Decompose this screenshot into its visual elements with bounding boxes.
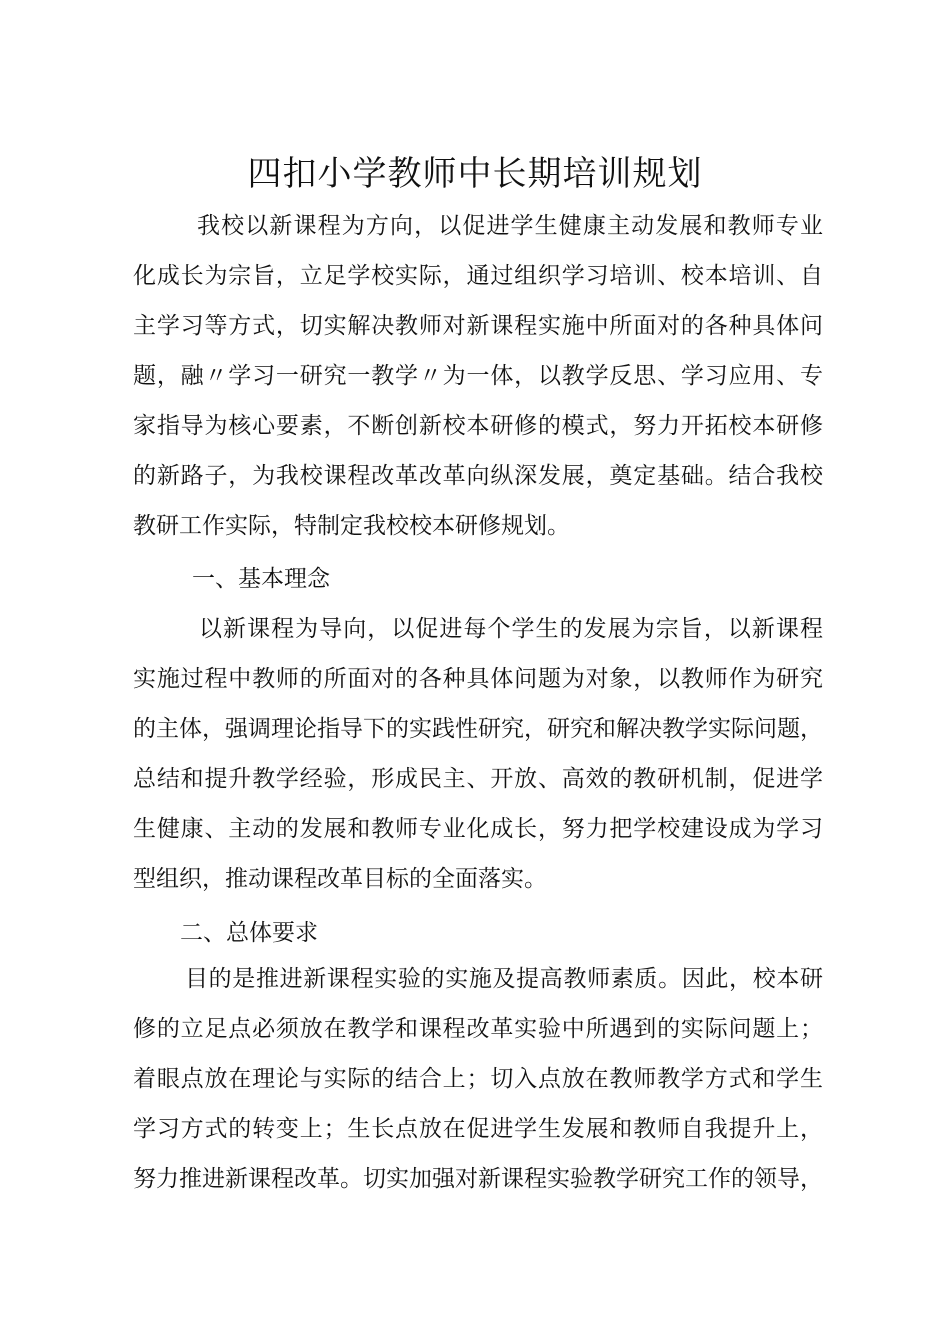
section1-line: 实施过程中教师的所面对的各种具体问题为对象，以教师作为研究 [133, 666, 823, 692]
section2-line: 修的立足点必须放在教学和课程改革实验中所遇到的实际问题上； [133, 1016, 823, 1042]
intro-line: 主学习等方式，切实解决教师对新课程实施中所面对的各种具体问 [133, 313, 823, 339]
section2-line: 学习方式的转变上；生长点放在促进学生发展和教师自我提升上， [133, 1116, 823, 1142]
intro-line: 我校以新课程为方向，以促进学生健康主动发展和教师专业 [197, 213, 823, 239]
intro-line: 化成长为宗旨，立足学校实际，通过组织学习培训、校本培训、自 [133, 263, 823, 289]
intro-line: 的新路子，为我校课程改革改革向纵深发展，奠定基础。结合我校 [133, 463, 823, 489]
section2-line: 目的是推进新课程实验的实施及提高教师素质。因此，校本研 [185, 966, 823, 992]
section1-line: 型组织，推动课程改革目标的全面落实。 [133, 866, 547, 892]
section1-line: 的主体，强调理论指导下的实践性研究，研究和解决教学实际问题， [133, 716, 823, 742]
section2-line: 着眼点放在理论与实际的结合上；切入点放在教师教学方式和学生 [133, 1066, 823, 1092]
section1-line: 以新课程为导向，以促进每个学生的发展为宗旨，以新课程 [199, 616, 823, 642]
document-title: 四扣小学教师中长期培训规划 [247, 154, 703, 194]
section2-line: 努力推进新课程改革。切实加强对新课程实验教学研究工作的领导， [133, 1166, 823, 1192]
intro-line: 教研工作实际，特制定我校校本研修规划。 [133, 513, 570, 539]
section1-line: 生健康、主动的发展和教师专业化成长，努力把学校建设成为学习 [133, 816, 823, 842]
intro-paragraph [133, 201, 823, 551]
section-heading-basic-philosophy: 一、基本理念 [192, 566, 330, 592]
intro-line: 题，融〃学习一研究一教学〃为一体，以教学反思、学习应用、专 [133, 363, 823, 389]
intro-line: 家指导为核心要素，不断创新校本研修的模式，努力开拓校本研修 [133, 413, 823, 439]
section2-paragraph [133, 954, 823, 1204]
section-heading-overall-requirements: 二、总体要求 [180, 920, 318, 946]
section1-paragraph [133, 604, 823, 904]
section1-line: 总结和提升教学经验，形成民主、开放、高效的教研机制，促进学 [133, 766, 823, 792]
